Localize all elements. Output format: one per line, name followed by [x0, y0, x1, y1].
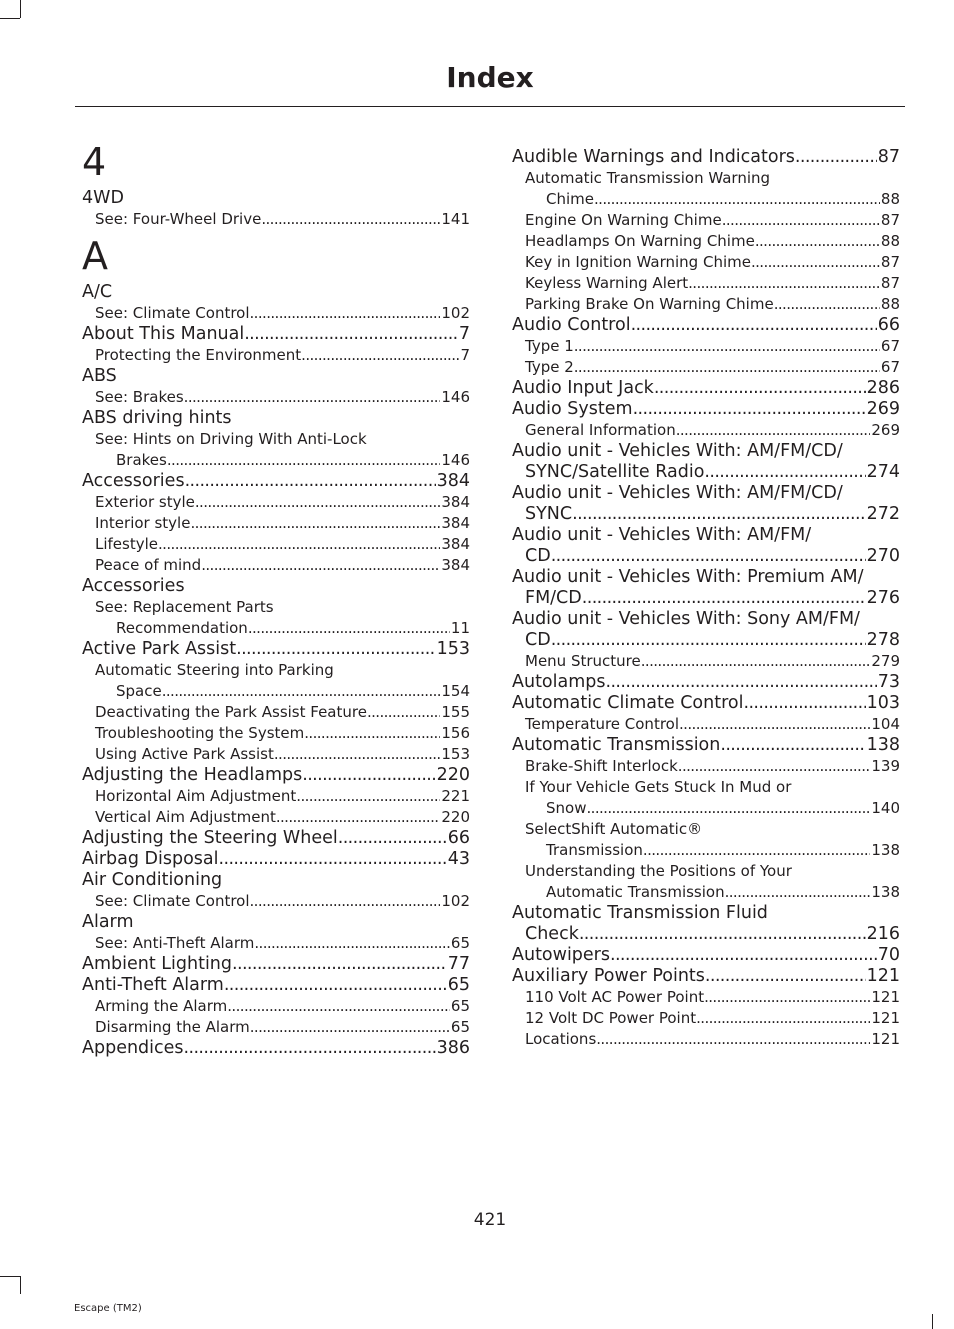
index-page-ref[interactable]: 146: [441, 388, 470, 406]
index-entry-text: See: Brakes .....: [95, 388, 184, 406]
index-entry: [82, 828, 470, 849]
index-entry-text: Automatic Transmission Fluid: [512, 903, 768, 923]
index-section-letter: 4: [82, 140, 107, 184]
index-entry-continuation: [512, 462, 900, 483]
index-entry-continuation: [512, 588, 900, 609]
index-page-ref[interactable]: 138: [871, 883, 900, 901]
index-subentry: [512, 714, 900, 735]
header-rule: [75, 106, 905, 107]
index-subentry: [512, 756, 900, 777]
index-subentry: [82, 209, 470, 230]
index-entry-text: Ambient Lighting .....: [82, 954, 232, 974]
index-entry: [82, 188, 470, 209]
index-page-ref[interactable]: 87: [880, 274, 900, 292]
index-subentry: [512, 1008, 900, 1029]
index-page-ref[interactable]: 155: [441, 703, 470, 721]
index-page-ref[interactable]: 386: [436, 1038, 470, 1058]
index-entry: [512, 378, 900, 399]
page-number: 421: [473, 1210, 507, 1230]
index-page-ref[interactable]: 66: [877, 315, 900, 335]
index-entry-text: Type 1 .....: [525, 337, 574, 355]
index-page-ref[interactable]: 67: [880, 337, 900, 355]
index-page-ref[interactable]: 278: [866, 630, 900, 650]
index-entry-text: Check .....: [525, 924, 579, 944]
index-entry-text: Troubleshooting the System .....: [95, 724, 304, 742]
index-entry: [512, 441, 900, 462]
index-page-ref[interactable]: 43: [447, 849, 470, 869]
index-entry-text: Peace of mind .....: [95, 556, 201, 574]
index-page-ref[interactable]: 88: [880, 232, 900, 250]
index-page-ref[interactable]: 221: [441, 787, 470, 805]
index-entry: [82, 1038, 470, 1059]
index-page-ref[interactable]: 88: [880, 295, 900, 313]
index-entry-text: Locations .....: [525, 1030, 596, 1048]
crop-mark-top-left-h: [0, 18, 20, 19]
index-subentry: [82, 744, 470, 765]
index-entry-text: Vertical Aim Adjustment .....: [95, 808, 276, 826]
index-entry-text: SelectShift Automatic®: [525, 820, 703, 838]
index-page-ref[interactable]: 140: [871, 799, 900, 817]
index-page-ref[interactable]: 7: [460, 346, 470, 364]
index-entry-continuation: [512, 924, 900, 945]
index-subentry: [512, 777, 900, 798]
index-subentry: [512, 336, 900, 357]
index-entry-text: Adjusting the Steering Wheel .....: [82, 828, 338, 848]
index-subentry: [82, 450, 470, 471]
index-entry-text: Air Conditioning: [82, 870, 223, 890]
index-entry-text: Appendices .....: [82, 1038, 184, 1058]
index-entry-text: Audio System .....: [512, 399, 633, 419]
index-entry-text: Accessories: [82, 576, 185, 596]
index-page-ref[interactable]: 384: [441, 493, 470, 511]
index-entry: [512, 147, 900, 168]
index-page-ref[interactable]: 220: [436, 765, 470, 785]
index-entry-text: Brake-Shift Interlock .....: [525, 757, 678, 775]
index-entry-text: Temperature Control .....: [525, 715, 679, 733]
index-subentry: [82, 996, 470, 1017]
index-entry-text: Understanding the Positions of Your: [525, 862, 792, 880]
index-page-ref[interactable]: 138: [871, 841, 900, 859]
index-page-ref[interactable]: 384: [441, 535, 470, 553]
index-entry-text: Audible Warnings and Indicators .....: [512, 147, 795, 167]
index-entry-text: See: Climate Control .....: [95, 892, 250, 910]
index-entry-text: Horizontal Aim Adjustment .....: [95, 787, 296, 805]
index-entry-text: Automatic Steering into Parking: [95, 661, 334, 679]
index-page-ref[interactable]: 67: [880, 358, 900, 376]
index-entry-text: Recommendation .....: [116, 619, 248, 637]
index-entry: [82, 408, 470, 429]
index-entry-text: CD .....: [525, 546, 551, 566]
index-subentry: [82, 618, 470, 639]
index-subentry: [82, 513, 470, 534]
index-page-ref[interactable]: 269: [871, 421, 900, 439]
index-subentry: [82, 492, 470, 513]
index-entry-text: 12 Volt DC Power Point .....: [525, 1009, 696, 1027]
index-page-ref[interactable]: 121: [871, 1030, 900, 1048]
index-page-ref[interactable]: 73: [877, 672, 900, 692]
index-subentry: [82, 807, 470, 828]
footer-vehicle-label: Escape (TM2): [74, 1303, 142, 1314]
index-subentry: [512, 420, 900, 441]
index-entry: [82, 282, 470, 303]
index-subentry: [512, 210, 900, 231]
index-entry: [512, 525, 900, 546]
index-subentry: [512, 987, 900, 1008]
index-subentry: [512, 231, 900, 252]
index-page-ref[interactable]: 7: [458, 324, 470, 344]
index-subentry: [512, 651, 900, 672]
index-column-left: [82, 136, 470, 1059]
index-entry-text: Automatic Transmission .....: [546, 883, 725, 901]
index-entry-text: Disarming the Alarm .....: [95, 1018, 250, 1036]
index-entry: [512, 966, 900, 987]
index-entry-text: Autowipers .....: [512, 945, 610, 965]
index-page-ref[interactable]: 65: [450, 1018, 470, 1036]
index-subentry: [82, 723, 470, 744]
index-page-ref[interactable]: 141: [441, 210, 470, 228]
index-entry-text: Audio unit - Vehicles With: AM/FM/CD/: [512, 483, 843, 503]
index-entry-continuation: [512, 546, 900, 567]
index-entry: [82, 975, 470, 996]
index-subentry: [512, 840, 900, 861]
index-page-ref[interactable]: 121: [871, 988, 900, 1006]
index-subentry: [82, 660, 470, 681]
index-entry-text: Accessories .....: [82, 471, 185, 491]
index-entry-text: Automatic Climate Control .....: [512, 693, 743, 713]
index-entry-text: Audio unit - Vehicles With: AM/FM/CD/: [512, 441, 843, 461]
index-subentry: [512, 882, 900, 903]
index-subentry: [512, 294, 900, 315]
index-page-ref[interactable]: 216: [866, 924, 900, 944]
index-page-ref[interactable]: 103: [866, 693, 900, 713]
index-subentry: [82, 387, 470, 408]
index-entry-text: Adjusting the Headlamps .....: [82, 765, 302, 785]
index-subentry: [82, 534, 470, 555]
index-entry-text: Space .....: [116, 682, 162, 700]
index-entry-text: Audio Control .....: [512, 315, 631, 335]
index-page-ref[interactable]: 88: [880, 190, 900, 208]
index-entry-text: Snow .....: [546, 799, 586, 817]
crop-mark-bottom-right-v: [932, 1314, 933, 1329]
index-page-ref[interactable]: 276: [866, 588, 900, 608]
index-entry-text: Audio unit - Vehicles With: Sony AM/FM/: [512, 609, 860, 629]
index-page-ref[interactable]: 139: [871, 757, 900, 775]
index-entry-text: Anti-Theft Alarm .....: [82, 975, 224, 995]
index-entry: [82, 324, 470, 345]
index-page-ref[interactable]: 274: [866, 462, 900, 482]
index-section-letter: A: [82, 234, 108, 278]
index-page-ref[interactable]: 77: [447, 954, 470, 974]
index-subentry: [82, 702, 470, 723]
index-subentry: [82, 933, 470, 954]
index-entry: [512, 945, 900, 966]
index-subentry: [82, 786, 470, 807]
index-page-ref[interactable]: 87: [880, 253, 900, 271]
index-entry-text: If Your Vehicle Gets Stuck In Mud or: [525, 778, 792, 796]
index-page-ref[interactable]: 146: [441, 451, 470, 469]
index-entry: [512, 693, 900, 714]
index-page-ref[interactable]: 104: [871, 715, 900, 733]
index-page-ref[interactable]: 153: [441, 745, 470, 763]
index-entry-text: Type 2 .....: [525, 358, 574, 376]
index-entry-text: Arming the Alarm .....: [95, 997, 227, 1015]
index-subentry: [512, 357, 900, 378]
index-page-ref[interactable]: 220: [441, 808, 470, 826]
index-entry: [512, 903, 900, 924]
index-entry-text: Audio Input Jack .....: [512, 378, 654, 398]
index-entry: [82, 366, 470, 387]
index-entry-text: See: Anti-Theft Alarm .....: [95, 934, 254, 952]
index-entry-continuation: [512, 504, 900, 525]
index-entry: [82, 639, 470, 660]
index-subentry: [512, 168, 900, 189]
index-subentry: [512, 252, 900, 273]
index-subentry: [512, 861, 900, 882]
index-entry: [82, 471, 470, 492]
index-entry-text: See: Climate Control .....: [95, 304, 250, 322]
index-entry-text: SYNC .....: [525, 504, 572, 524]
index-page-ref[interactable]: 269: [866, 399, 900, 419]
index-entry-text: SYNC/Satellite Radio .....: [525, 462, 704, 482]
index-page-ref[interactable]: 384: [441, 556, 470, 574]
index-entry: [512, 399, 900, 420]
index-entry: [82, 849, 470, 870]
index-column-right: [512, 147, 900, 1050]
index-page-ref[interactable]: 384: [436, 471, 470, 491]
index-page-ref[interactable]: 121: [871, 1009, 900, 1027]
index-page-ref[interactable]: 154: [441, 682, 470, 700]
index-entry: [512, 609, 900, 630]
index-entry-text: Exterior style .....: [95, 493, 195, 511]
crop-mark-bottom-left-v: [20, 1276, 21, 1294]
index-subentry: [512, 189, 900, 210]
index-page-ref[interactable]: 121: [866, 966, 900, 986]
index-page-ref[interactable]: 272: [866, 504, 900, 524]
index-entry-text: Lifestyle .....: [95, 535, 158, 553]
index-entry-text: 4WD: [82, 188, 124, 208]
index-page-ref[interactable]: 102: [441, 892, 470, 910]
index-page-ref[interactable]: 156: [441, 724, 470, 742]
index-subentry: [82, 597, 470, 618]
index-entry-text: Key in Ignition Warning Chime .....: [525, 253, 751, 271]
index-entry: [512, 567, 900, 588]
index-entry-text: CD .....: [525, 630, 551, 650]
index-subentry: [82, 1017, 470, 1038]
index-entry-text: Autolamps .....: [512, 672, 606, 692]
index-subentry: [82, 681, 470, 702]
index-entry: [82, 870, 470, 891]
index-entry-text: Automatic Transmission .....: [512, 735, 720, 755]
index-subentry: [82, 345, 470, 366]
index-entry-text: Brakes .....: [116, 451, 167, 469]
index-entry: [82, 765, 470, 786]
page-title: Index: [446, 61, 534, 94]
index-entry-text: Active Park Assist .....: [82, 639, 236, 659]
index-entry-text: General Information .....: [525, 421, 676, 439]
index-entry: [512, 672, 900, 693]
index-entry-text: See: Hints on Driving With Anti-Lock: [95, 430, 367, 448]
index-entry-text: Engine On Warning Chime .....: [525, 211, 722, 229]
index-subentry: [512, 1029, 900, 1050]
index-entry-text: Airbag Disposal .....: [82, 849, 219, 869]
index-entry-text: About This Manual .....: [82, 324, 244, 344]
index-entry-text: Auxiliary Power Points .....: [512, 966, 705, 986]
index-entry-text: A/C: [82, 282, 113, 302]
index-entry: [82, 912, 470, 933]
index-entry-text: Headlamps On Warning Chime .....: [525, 232, 755, 250]
index-entry: [82, 954, 470, 975]
index-entry: [512, 735, 900, 756]
index-page-ref[interactable]: 66: [447, 828, 470, 848]
index-subentry: [82, 555, 470, 576]
index-page-ref[interactable]: 270: [866, 546, 900, 566]
index-page-ref[interactable]: 87: [877, 147, 900, 167]
index-subentry: [82, 429, 470, 450]
index-page-ref[interactable]: 70: [877, 945, 900, 965]
index-page-ref[interactable]: 65: [450, 997, 470, 1015]
index-entry-text: Parking Brake On Warning Chime .....: [525, 295, 774, 313]
index-entry: [512, 483, 900, 504]
index-subentry: [512, 798, 900, 819]
index-page-ref[interactable]: 102: [441, 304, 470, 322]
crop-mark-bottom-left-h: [0, 1276, 20, 1277]
index-entry-text: Protecting the Environment .....: [95, 346, 301, 364]
index-page-ref[interactable]: 153: [436, 639, 470, 659]
index-entry-text: Menu Structure .....: [525, 652, 641, 670]
index-entry-text: Audio unit - Vehicles With: AM/FM/: [512, 525, 812, 545]
index-entry-text: Transmission .....: [546, 841, 643, 859]
index-entry-continuation: [512, 630, 900, 651]
index-page-ref[interactable]: 65: [450, 934, 470, 952]
index-subentry: [512, 819, 900, 840]
index-entry: [512, 315, 900, 336]
index-page-ref[interactable]: 286: [866, 378, 900, 398]
index-entry-text: Audio unit - Vehicles With: Premium AM/: [512, 567, 864, 587]
crop-mark-top-left-v: [20, 0, 21, 18]
index-entry-text: ABS: [82, 366, 117, 386]
index-entry-text: ABS driving hints: [82, 408, 232, 428]
index-page-ref[interactable]: 138: [866, 735, 900, 755]
index-entry-text: Keyless Warning Alert .....: [525, 274, 688, 292]
index-entry: [82, 576, 470, 597]
index-entry-text: 110 Volt AC Power Point .....: [525, 988, 704, 1006]
index-page-ref[interactable]: 87: [880, 211, 900, 229]
index-entry-text: See: Four-Wheel Drive .....: [95, 210, 261, 228]
index-entry-text: Using Active Park Assist .....: [95, 745, 274, 763]
index-entry-text: Automatic Transmission Warning: [525, 169, 771, 187]
index-entry-text: Interior style .....: [95, 514, 190, 532]
index-page-ref[interactable]: 384: [441, 514, 470, 532]
index-entry-text: See: Replacement Parts: [95, 598, 274, 616]
index-entry-text: FM/CD .....: [525, 588, 582, 608]
index-entry-text: Chime .....: [546, 190, 594, 208]
index-subentry: [82, 303, 470, 324]
index-page-ref[interactable]: 279: [871, 652, 900, 670]
index-subentry: [82, 891, 470, 912]
index-entry-text: Alarm: [82, 912, 134, 932]
index-page-ref[interactable]: 11: [450, 619, 470, 637]
index-entry-text: Deactivating the Park Assist Feature .....: [95, 703, 367, 721]
index-page-ref[interactable]: 65: [447, 975, 470, 995]
index-subentry: [512, 273, 900, 294]
